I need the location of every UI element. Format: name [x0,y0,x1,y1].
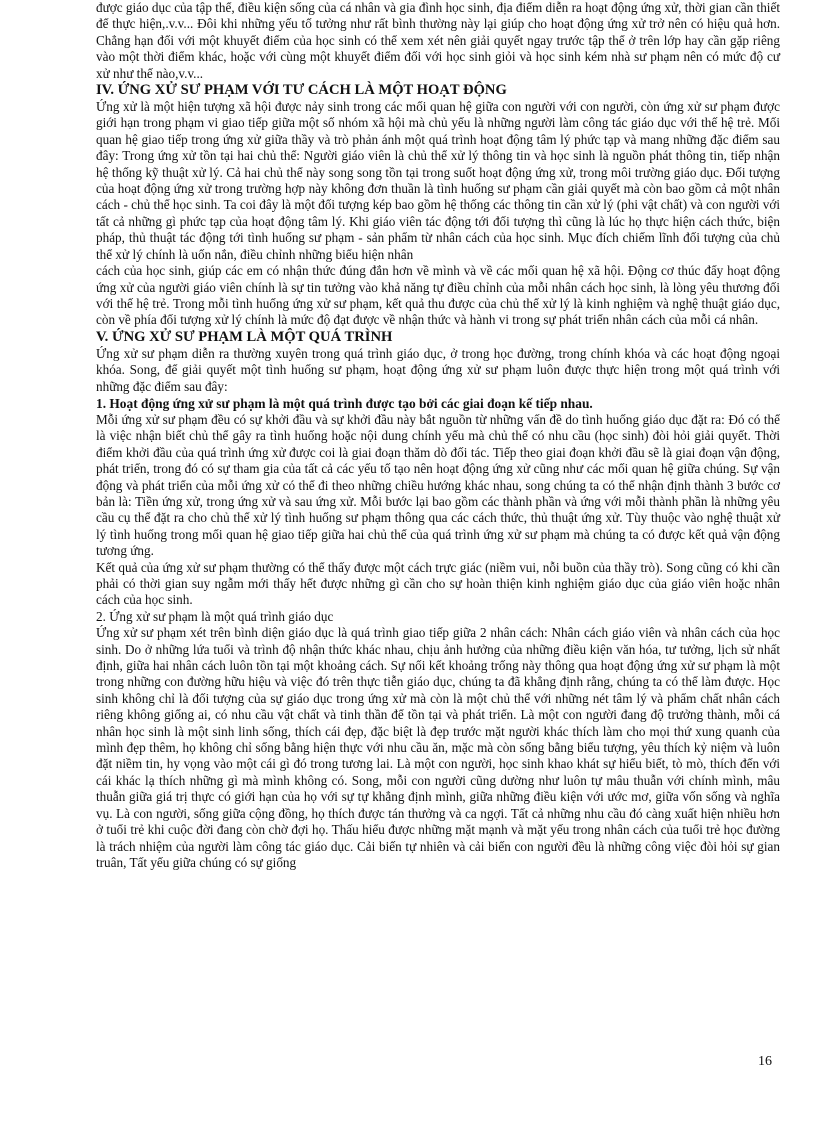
paragraph-v-intro: Ứng xử sư phạm diễn ra thường xuyên trong quá trình giáo dục, ở trong học đường, trong chính khóa và các hoạt động ngoại khóa. Song, để giải quyết một tình huống sư phạm, hoạt động ứng xử sư phạm luôn được thực hiện trong một quá trình với những đặc điểm sau đây: [96,345,780,394]
paragraph-intro: được giáo dục của tập thể, điều kiện sống của cá nhân và gia đình học sinh, địa điểm diễn ra hoạt động ứng xử, thời gian cần thiết để thực hiện,.v.v... Đôi khi những yếu tố tưởng như rất bình thường này lại giúp cho hoạt động ứng xử trở nên có hiệu quả hơn. Chẳng hạn đối với một khuyết điểm của học sinh có thể xem xét nên giải quyết ngay trước tập thể ở trên lớp hay cần gặp riêng vào một thời điểm khác, hoặc với cùng một khuyết điểm đối với học sinh giỏi và học sinh kém nhà sư phạm nên có mức độ cư xử như thế nào,v.v... [96,0,780,81]
paragraph-v-1-b: Kết quả của ứng xử sư phạm thường có thể thấy được một cách trực giác (niềm vui, nỗi buồn của thầy trò). Song cũng có khi cần phải có thời gian suy ngẫm mới thấy hết được những gì cần cho sự hoàn thiện kinh nghiệm giáo dục của giáo viên hoặc nhân cách của học sinh. [96,559,780,608]
page-number: 16 [758,1054,772,1069]
section-heading-iv: IV. ỨNG XỬ SƯ PHẠM VỚI TƯ CÁCH LÀ MỘT HOẠT ĐỘNG [96,82,507,99]
paragraph-iv-2: cách của học sinh, giúp các em có nhận thức đúng đắn hơn về mình và về các mối quan hệ xã hội. Động cơ thúc đẩy hoạt động ứng xử của người giáo viên chính là sự tin tưởng vào khả năng tự điều chỉnh của mỗi nhân cách học sinh, là lòng yêu thương đối với thế hệ trẻ. Trong mỗi tình huống ứng xử sư phạm, kết quả thu được của chủ thể xử lý là kinh nghiệm và nghệ thuật giáo dục, còn về phía đối tượng xử lý chính là mức độ đạt được về nhận thức và hành vi trong sự phát triển nhân cách của mỗi cá nhân. [96,263,780,328]
subheading-v-1: 1. Hoạt động ứng xử sư phạm là một quá trình được tạo bởi các giai đoạn kế tiếp nhau. [96,395,593,411]
paragraph-v-2: Ứng xử sư phạm xét trên bình diện giáo dục là quá trình giao tiếp giữa 2 nhân cách: Nhân cách giáo viên và nhân cách của học sinh. Do ở những lứa tuổi và trình độ nhận thức khác nhau, chịu ảnh hưởng của những điều kiện văn hóa, tư tưởng, lịch sử nhất định, giữa hai nhân cách luôn tồn tại một khoảng cách. Sự nối kết khoảng trống này thông qua hoạt động ứng xử sư phạm là một trong những con đường hữu hiệu và việc đó trên thực tiễn giáo dục, chúng ta đã khẳng định rằng, chúng ta có thể làm được. Học sinh không chỉ là đối tượng của sự giáo dục trong ứng xử mà còn là một chủ thể với những nét tâm lý và phẩm chất nhân cách riêng không giống ai, có nhu cầu vật chất và tinh thần để tồn tại và phát triển. Là một con người đang độ trưởng thành, mỗi cá nhân học sinh là một sinh linh sống, thích cái đẹp, đặc biệt là đẹp trước mặt người khác thích làm cho mọi thứ xung quanh của mình đẹp thêm, họ không chỉ sống bằng hiện thực với nhu cầu ăn, mặc mà còn sống bằng biểu tượng, yêu thích kỷ niệm và luôn đặt niềm tin, hy vọng vào một cái gì đó trong tương lai. Là một con người, học sinh khao khát sự hiểu biết, tò mò, thích đến với cái khác lạ thích những gì mà mình không có. Song, mỗi con người cũng dường như luôn tự mâu thuẫn với chính mình, mâu thuẫn giữa giá trị thực có giới hạn của họ với sự tự khẳng định mình, giữa những điều kiện với ước mơ, giữa vốn sống và nghĩa vụ. Là con người, sống giữa cộng đồng, họ thích được tán thưởng và ca ngợi. Tất cả những nhu cầu đó càng xuất hiện nhiều hơn ở tuổi trẻ khi cuộc đời đang còn chờ đợi họ. Thấu hiểu được những mặt mạnh và mặt yếu trong nhân cách của tuổi trẻ học đường là trách nhiệm của người làm công tác giáo dục. Cải biến tự nhiên và cải biến con người đều là những công việc đòi hỏi sự gian truân, Tất yếu giữa chúng có sự giống [96,625,780,870]
section-heading-v: V. ỨNG XỬ SƯ PHẠM LÀ MỘT QUÁ TRÌNH [96,328,393,345]
paragraph-iv-1: Ứng xử là một hiện tượng xã hội được nảy sinh trong các mối quan hệ giữa con người với con người, còn ứng xử sư phạm được giới hạn trong phạm vi giao tiếp giữa một số nhóm xã hội mà chủ yếu là những người làm công tác giáo dục với thế hệ trẻ. Mối quan hệ giao tiếp trong ứng xử giữa thầy và trò phản ánh một quá trình hoạt động tâm lý phức tạp và mang những đặc điểm sau đây: Trong ứng xử tồn tại hai chủ thể: Người giáo viên là chủ thể xử lý thông tin và học sinh là nguồn phát thông tin, tiếp nhận hệ thống kỹ thuật xử lý. Cả hai chủ thể này song song tồn tại trong suốt hoạt động ứng xử, trong môi trường giáo dục. Đối tượng của hoạt động ứng xử trong trường hợp này không đơn thuần là tình huống sư phạm cần giải quyết mà còn bao gồm cả một nhân cách - chủ thể học sinh. Ta coi đây là một đối tượng kép bao gồm hệ thống các thông tin cần xử lý (phi vật chất) và con người với tất cả những gì phức tạp của hoạt động tâm lý. Khi giáo viên tác động tới đối tượng thì cũng là lúc họ thực hiện cách thức, biện pháp, thủ thuật tác động tới tình huống sư phạm - sản phẩm từ nhân cách của học sinh. Mục đích chiếm lĩnh đối tượng của chủ thể xử lý chính là uốn nắn, điều chỉnh những biểu hiện nhân [96,99,780,262]
subheading-v-2: 2. Ứng xử sư phạm là một quá trình giáo dục [96,608,334,624]
document-page [96,0,780,871]
paragraph-v-1-a: Mỗi ứng xử sư phạm đều có sự khởi đầu và sự khởi đầu này bắt nguồn từ những vấn đề do tình huống giáo dục đặt ra: Đó có thể là việc nhận biết chủ thể gây ra tình huống hoặc nội dung chính yếu mà chủ thể có nhu cầu (học sinh) đòi hỏi giải quyết. Thời điểm khởi đầu của quá trình ứng xử được coi là giai đoạn thăm dò đối tác. Tiếp theo giai đoạn khởi đầu sẽ là giai đoạn vận động, phát triển, trong đó có sự tham gia của tất cả các yếu tố tạo nên hoạt động ứng xử cũng như các mối quan hệ giữa chúng. Sự vận động và phát triển của mỗi ứng xử có thể đi theo những chiều hướng khác nhau, song chúng ta có thể nhận định thành 3 bước cơ bản là: Tiền ứng xử, trong ứng xử và sau ứng xử. Mỗi bước lại bao gồm các thành phần và ứng với mỗi thành phần là những yêu cầu cụ thể đặt ra cho chủ thể xử lý tình huống sư phạm thông qua các cách thức, thủ thuật ứng xử. Tùy thuộc vào nghệ thuật xử lý tình huống trong mối quan hệ giao tiếp giữa hai chủ thể của quá trình ứng xử sư phạm mà chúng ta có được kết quả vận động tương ứng. [96,411,780,559]
